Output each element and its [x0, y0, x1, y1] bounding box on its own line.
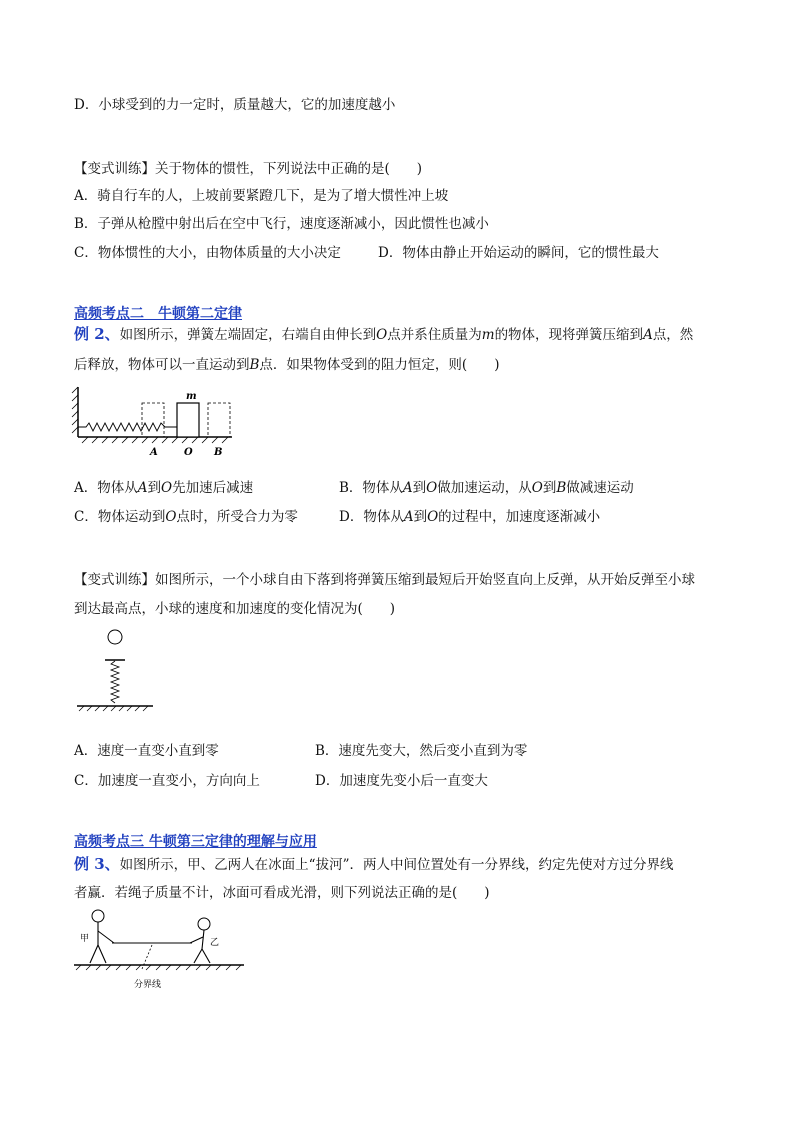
- spring-block-figure: [70, 385, 240, 460]
- variant2-line2: 到达最高点，小球的速度和加速度的变化情况为( ): [74, 601, 396, 617]
- example3-line2: 者赢．若绳子质量不计，冰面可看成光滑，则下列说法正确的是( ): [74, 885, 490, 901]
- example2-option-d: D．物体从A到O的过程中，加速度逐渐减小: [339, 509, 601, 525]
- example2-line1: 例 2、如图所示，弹簧左端固定，右端自由伸长到O点并系住质量为m的物体，现将弹簧压缩到A点，然: [74, 325, 694, 343]
- option-d-text: D．小球受到的力一定时，质量越大，它的加速度越小: [74, 97, 396, 113]
- variant2-option-d: D．加速度先变小后一直变大: [315, 773, 488, 789]
- figure-label-m: m: [186, 391, 197, 402]
- variant1-option-a: A．骑自行车的人，上坡前要紧蹬几下，是为了增大惯性冲上坡: [74, 188, 449, 204]
- figure-label-o: O: [184, 447, 193, 458]
- section2-title: 高频考点二 牛顿第二定律: [74, 306, 242, 322]
- figure-label-a: A: [150, 447, 158, 458]
- example2-label: 例 2、: [74, 325, 120, 343]
- variant2-option-a: A．速度一直变小直到零: [74, 743, 219, 759]
- variant2-option-b: B．速度先变大，然后变小直到为零: [315, 743, 528, 759]
- example2-option-a: A．物体从A到O先加速后减速: [74, 480, 254, 496]
- figure-label-boundary: 分界线: [134, 980, 162, 990]
- variant2-option-c: C．加速度一直变小，方向向上: [74, 773, 260, 789]
- example2-line2: 后释放，物体可以一直运动到B点．如果物体受到的阻力恒定，则( ): [74, 357, 500, 373]
- example2-option-c: C．物体运动到O点时，所受合力为零: [74, 509, 298, 525]
- variant1-option-c: C．物体惯性的大小，由物体质量的大小决定: [74, 245, 341, 261]
- section3-title: 高频考点三 牛顿第三定律的理解与应用: [74, 834, 317, 850]
- example2-option-b: B．物体从A到O做加速运动，从O到B做减速运动: [339, 480, 634, 496]
- tug-of-war-figure: [72, 907, 252, 992]
- ball-spring-figure: [75, 625, 155, 715]
- variant2-line1: 【变式训练】如图所示，一个小球自由下落到将弹簧压缩到最短后开始竖直向上反弹，从开始反弹至小球: [74, 572, 695, 588]
- figure-label-yi: 乙: [210, 938, 220, 948]
- variant1-option-b: B．子弹从枪膛中射出后在空中飞行，速度逐渐减小，因此惯性也减小: [74, 216, 489, 232]
- example3-label: 例 3、: [74, 855, 120, 873]
- variant1-question: 【变式训练】关于物体的惯性，下列说法中正确的是( ): [74, 161, 423, 177]
- variant1-option-d: D．物体由静止开始运动的瞬间，它的惯性最大: [378, 245, 659, 261]
- example3-line1: 例 3、如图所示，甲、乙两人在冰面上“拔河”．两人中间位置处有一分界线，约定先使对方过分界线: [74, 855, 674, 873]
- figure-label-b: B: [214, 447, 223, 458]
- figure-label-jia: 甲: [80, 934, 90, 944]
